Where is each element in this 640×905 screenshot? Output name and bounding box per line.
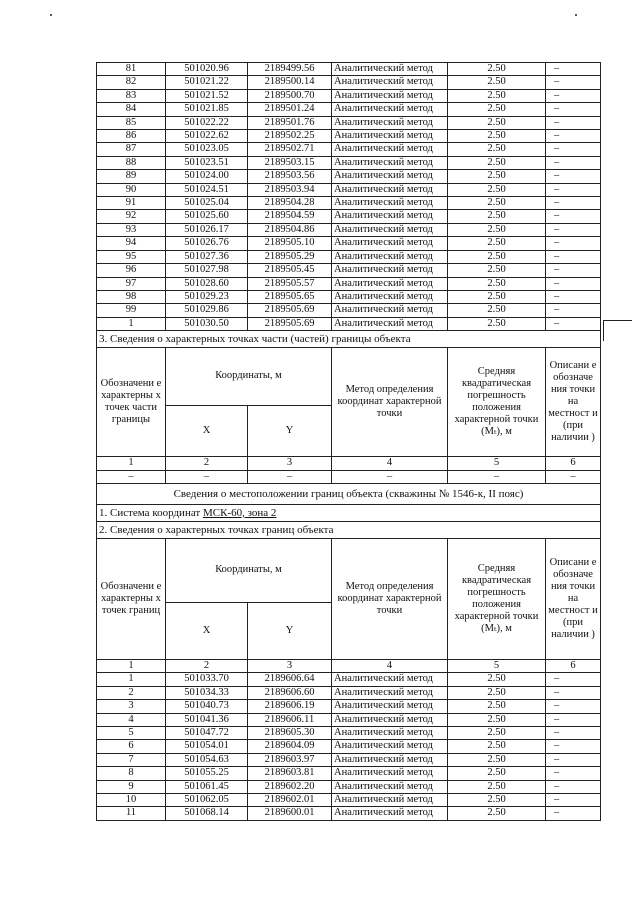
header-designation: Обозначени е характерны х точек границ <box>97 538 166 659</box>
table-cell: 501040.73 <box>166 700 248 713</box>
table-cell: 2.50 <box>448 197 546 210</box>
table-cell: 2189499.56 <box>248 63 332 76</box>
table-cell: 9 <box>97 780 166 793</box>
table-cell: – <box>546 250 601 263</box>
table-cell: 501025.04 <box>166 197 248 210</box>
col-num: 6 <box>546 659 601 672</box>
table-cell: 2.50 <box>448 780 546 793</box>
table-cell: Аналитический метод <box>332 116 448 129</box>
table-cell: – <box>546 686 601 699</box>
header-coords: Координаты, м <box>166 538 332 602</box>
table-cell: – <box>546 264 601 277</box>
section3-title: 3. Сведения о характерных точках части (частей) границы объекта <box>97 331 601 348</box>
table-row <box>97 304 601 317</box>
table-row <box>97 780 601 793</box>
table-cell: 501029.23 <box>166 290 248 303</box>
table-cell: 2189606.19 <box>248 700 332 713</box>
table-cell: 84 <box>97 103 166 116</box>
header-error: Средняя квадратическая погрешность положения характерной точки (Mₜ), м <box>448 538 546 659</box>
table-cell: – <box>546 794 601 807</box>
table-cell: – <box>546 277 601 290</box>
coord-system-row <box>97 504 601 521</box>
table-cell: Аналитический метод <box>332 103 448 116</box>
table-cell: 2189605.30 <box>248 726 332 739</box>
table-cell: 2189500.70 <box>248 89 332 102</box>
table-cell: Аналитический метод <box>332 89 448 102</box>
table-cell: 501021.22 <box>166 76 248 89</box>
table-cell: – <box>546 713 601 726</box>
table-cell: Аналитический метод <box>332 223 448 236</box>
table-cell: – <box>546 156 601 169</box>
table-cell: – <box>546 290 601 303</box>
table-cell: 2.50 <box>448 183 546 196</box>
coord-system-label: 1. Система координат <box>99 506 203 519</box>
table-cell: – <box>546 89 601 102</box>
table-cell: 2.50 <box>448 143 546 156</box>
table-cell: 86 <box>97 130 166 143</box>
table-row <box>97 89 601 102</box>
table-cell: Аналитический метод <box>332 197 448 210</box>
table-cell: 2189603.81 <box>248 767 332 780</box>
table-cell: 2189501.76 <box>248 116 332 129</box>
table-cell: 2189606.64 <box>248 673 332 686</box>
table-cell: 2189503.15 <box>248 156 332 169</box>
table-cell: 501024.00 <box>166 170 248 183</box>
table-cell: 96 <box>97 264 166 277</box>
table-cell: Аналитический метод <box>332 250 448 263</box>
table-row <box>97 223 601 236</box>
table-cell: 2189505.65 <box>248 290 332 303</box>
table-cell: – <box>546 223 601 236</box>
table-cell: 501024.51 <box>166 183 248 196</box>
table-cell: 501062.05 <box>166 794 248 807</box>
table-cell: 3 <box>97 700 166 713</box>
table-cell: 501027.36 <box>166 250 248 263</box>
table-cell: 10 <box>97 794 166 807</box>
table-cell: 2189505.45 <box>248 264 332 277</box>
table-cell: Аналитический метод <box>332 304 448 317</box>
section2-header-row <box>97 538 601 602</box>
section2-num-row <box>97 659 601 672</box>
table-cell: Аналитический метод <box>332 794 448 807</box>
table-row <box>97 264 601 277</box>
table-cell: 501061.45 <box>166 780 248 793</box>
table-cell: 501054.63 <box>166 753 248 766</box>
table-cell: 2.50 <box>448 290 546 303</box>
col-num: 5 <box>448 659 546 672</box>
table-cell: 1 <box>97 673 166 686</box>
empty-cell: – <box>546 470 601 483</box>
table-cell: Аналитический метод <box>332 264 448 277</box>
table-cell: 97 <box>97 277 166 290</box>
table-cell: 501020.96 <box>166 63 248 76</box>
table-row <box>97 740 601 753</box>
col-num: 5 <box>448 457 546 470</box>
table-cell: 2.50 <box>448 700 546 713</box>
table-cell: 95 <box>97 250 166 263</box>
table-cell: 1 <box>97 317 166 330</box>
table-cell: 2.50 <box>448 103 546 116</box>
table-cell: 501047.72 <box>166 726 248 739</box>
table-cell: Аналитический метод <box>332 76 448 89</box>
table-cell: Аналитический метод <box>332 753 448 766</box>
table-cell: 2.50 <box>448 116 546 129</box>
empty-cell: – <box>97 470 166 483</box>
table-cell: Аналитический метод <box>332 807 448 820</box>
table-cell: 82 <box>97 76 166 89</box>
coord-system <box>97 504 601 521</box>
table-cell: – <box>546 807 601 820</box>
table-cell: 2189606.60 <box>248 686 332 699</box>
table-cell: 88 <box>97 156 166 169</box>
header-description: Описани е обозначе ния точки на местност и (при наличии ) <box>546 538 601 659</box>
table1-body <box>97 63 601 331</box>
table-cell: Аналитический метод <box>332 713 448 726</box>
table-row <box>97 317 601 330</box>
table-row <box>97 63 601 76</box>
table-cell: – <box>546 753 601 766</box>
empty-cell: – <box>166 470 248 483</box>
table-cell: 2189502.71 <box>248 143 332 156</box>
table-cell: Аналитический метод <box>332 317 448 330</box>
table-cell: 501023.05 <box>166 143 248 156</box>
col-num: 2 <box>166 457 248 470</box>
table-cell: – <box>546 103 601 116</box>
table-cell: 92 <box>97 210 166 223</box>
table-cell: Аналитический метод <box>332 290 448 303</box>
table-row <box>97 753 601 766</box>
table-cell: 2.50 <box>448 223 546 236</box>
table-cell: 2.50 <box>448 767 546 780</box>
table-cell: 501029.86 <box>166 304 248 317</box>
scan-speck <box>50 14 52 16</box>
table-cell: Аналитический метод <box>332 156 448 169</box>
col-num: 6 <box>546 457 601 470</box>
table-cell: 2189606.11 <box>248 713 332 726</box>
table-cell: 2.50 <box>448 89 546 102</box>
section3-title-row <box>97 331 601 348</box>
table-cell: Аналитический метод <box>332 767 448 780</box>
table-cell: – <box>546 726 601 739</box>
col-num: 3 <box>248 457 332 470</box>
table-cell: 89 <box>97 170 166 183</box>
table-row <box>97 277 601 290</box>
table-cell: – <box>546 170 601 183</box>
table-cell: – <box>546 317 601 330</box>
header-method: Метод определения координат характерной точки <box>332 538 448 659</box>
table-cell: 85 <box>97 116 166 129</box>
header-designation: Обозначени е характерны х точек части границы <box>97 348 166 457</box>
section2-title: 2. Сведения о характерных точках границ объекта <box>97 521 601 538</box>
table-cell: 501033.70 <box>166 673 248 686</box>
table-cell: 501023.51 <box>166 156 248 169</box>
table-cell: 2.50 <box>448 740 546 753</box>
table-row <box>97 673 601 686</box>
table-cell: 501022.22 <box>166 116 248 129</box>
table-cell: – <box>546 143 601 156</box>
header-error: Средняя квадратическая погрешность положения характерной точки (Mₜ), м <box>448 348 546 457</box>
table-cell: 2.50 <box>448 250 546 263</box>
table-cell: 81 <box>97 63 166 76</box>
table-cell: 91 <box>97 197 166 210</box>
document-page <box>96 62 600 821</box>
table-cell: 87 <box>97 143 166 156</box>
table-cell: Аналитический метод <box>332 237 448 250</box>
table-row <box>97 103 601 116</box>
table-cell: – <box>546 780 601 793</box>
table-row <box>97 290 601 303</box>
table-cell: – <box>546 130 601 143</box>
col-num: 1 <box>97 457 166 470</box>
table-cell: 2189604.09 <box>248 740 332 753</box>
table-row <box>97 794 601 807</box>
table-cell: – <box>546 237 601 250</box>
scan-speck <box>575 14 577 16</box>
table-cell: 2.50 <box>448 264 546 277</box>
table-cell: – <box>546 197 601 210</box>
table-cell: 2189602.20 <box>248 780 332 793</box>
empty-cell: – <box>448 470 546 483</box>
table-cell: 2189505.69 <box>248 317 332 330</box>
table-cell: 501041.36 <box>166 713 248 726</box>
table-cell: – <box>546 673 601 686</box>
table-cell: Аналитический метод <box>332 673 448 686</box>
table-cell: 2189503.56 <box>248 170 332 183</box>
table-cell: 2 <box>97 686 166 699</box>
header-x: X <box>166 602 248 659</box>
table-cell: 501034.33 <box>166 686 248 699</box>
table-row <box>97 197 601 210</box>
table-cell: 2189501.24 <box>248 103 332 116</box>
table-row <box>97 250 601 263</box>
table-cell: 5 <box>97 726 166 739</box>
table-cell: 2.50 <box>448 130 546 143</box>
table-cell: 501027.98 <box>166 264 248 277</box>
table-row <box>97 713 601 726</box>
table-cell: Аналитический метод <box>332 210 448 223</box>
location-title: Сведения о местоположении границ объекта (скважины № 1546-к, II пояс) <box>97 483 601 504</box>
table-row <box>97 130 601 143</box>
table-row <box>97 76 601 89</box>
table-row <box>97 726 601 739</box>
table-cell: 6 <box>97 740 166 753</box>
table-cell: 2189505.57 <box>248 277 332 290</box>
table-row <box>97 767 601 780</box>
coord-system-value: МСК-60, зона 2 <box>202 506 277 519</box>
table-row <box>97 156 601 169</box>
table-cell: 2.50 <box>448 277 546 290</box>
table-row <box>97 700 601 713</box>
table-cell: 2.50 <box>448 686 546 699</box>
header-method: Метод определения координат характерной точки <box>332 348 448 457</box>
location-title-row <box>97 483 601 504</box>
table-cell: 501022.62 <box>166 130 248 143</box>
header-y: Y <box>248 405 332 456</box>
table-cell: 501021.85 <box>166 103 248 116</box>
table-cell: 2.50 <box>448 304 546 317</box>
table-cell: 2189503.94 <box>248 183 332 196</box>
table-cell: 94 <box>97 237 166 250</box>
table-cell: 83 <box>97 89 166 102</box>
table-cell: 2.50 <box>448 170 546 183</box>
table-cell: – <box>546 183 601 196</box>
table-cell: 93 <box>97 223 166 236</box>
table-cell: 11 <box>97 807 166 820</box>
table-cell: 2189505.29 <box>248 250 332 263</box>
table-cell: Аналитический метод <box>332 170 448 183</box>
table-cell: – <box>546 116 601 129</box>
table-cell: 501068.14 <box>166 807 248 820</box>
table-cell: 2.50 <box>448 156 546 169</box>
table2-body <box>97 673 601 820</box>
table-cell: 2.50 <box>448 210 546 223</box>
table-cell: 2.50 <box>448 794 546 807</box>
table-cell: 501055.25 <box>166 767 248 780</box>
table-cell: 2.50 <box>448 317 546 330</box>
table-cell: 501028.60 <box>166 277 248 290</box>
table-cell: 2189500.14 <box>248 76 332 89</box>
table-cell: 8 <box>97 767 166 780</box>
table-row <box>97 170 601 183</box>
table-cell: Аналитический метод <box>332 130 448 143</box>
section3-header-row <box>97 348 601 406</box>
table-cell: Аналитический метод <box>332 780 448 793</box>
table-cell: – <box>546 210 601 223</box>
table-cell: 4 <box>97 713 166 726</box>
section3-num-row <box>97 457 601 470</box>
table-cell: 2189504.86 <box>248 223 332 236</box>
coordinates-table <box>96 62 601 821</box>
header-coords: Координаты, м <box>166 348 332 406</box>
section2-title-row <box>97 521 601 538</box>
col-num: 1 <box>97 659 166 672</box>
table-cell: 501021.52 <box>166 89 248 102</box>
table-cell: Аналитический метод <box>332 700 448 713</box>
table-cell: 2189505.69 <box>248 304 332 317</box>
table-cell: 2.50 <box>448 237 546 250</box>
empty-cell: – <box>248 470 332 483</box>
table-cell: 2189504.59 <box>248 210 332 223</box>
table-cell: 2.50 <box>448 713 546 726</box>
table-cell: 98 <box>97 290 166 303</box>
table-cell: 2189502.25 <box>248 130 332 143</box>
table-cell: 7 <box>97 753 166 766</box>
table-cell: – <box>546 63 601 76</box>
table-cell: Аналитический метод <box>332 183 448 196</box>
table-cell: 2189600.01 <box>248 807 332 820</box>
table-row <box>97 143 601 156</box>
table-cell: Аналитический метод <box>332 143 448 156</box>
table-row <box>97 116 601 129</box>
table-cell: Аналитический метод <box>332 740 448 753</box>
table-cell: Аналитический метод <box>332 63 448 76</box>
table-cell: Аналитический метод <box>332 726 448 739</box>
table-cell: – <box>546 767 601 780</box>
table-cell: – <box>546 740 601 753</box>
table-cell: 2.50 <box>448 673 546 686</box>
table-row <box>97 807 601 820</box>
col-num: 4 <box>332 659 448 672</box>
table-row <box>97 183 601 196</box>
margin-mark <box>603 320 632 341</box>
table-cell: 501026.76 <box>166 237 248 250</box>
table-cell: 2.50 <box>448 76 546 89</box>
table-row <box>97 686 601 699</box>
table-cell: Аналитический метод <box>332 277 448 290</box>
col-num: 2 <box>166 659 248 672</box>
table-cell: 99 <box>97 304 166 317</box>
table-cell: 2189602.01 <box>248 794 332 807</box>
header-y: Y <box>248 602 332 659</box>
table-cell: 90 <box>97 183 166 196</box>
table-cell: 2.50 <box>448 726 546 739</box>
col-num: 4 <box>332 457 448 470</box>
table-cell: 501025.60 <box>166 210 248 223</box>
table-cell: 2189504.28 <box>248 197 332 210</box>
table-cell: 2.50 <box>448 753 546 766</box>
table-cell: 2.50 <box>448 807 546 820</box>
section3-empty-row <box>97 470 601 483</box>
table-cell: 2189603.97 <box>248 753 332 766</box>
table-cell: 501054.01 <box>166 740 248 753</box>
table-cell: 501030.50 <box>166 317 248 330</box>
empty-cell: – <box>332 470 448 483</box>
table-cell: Аналитический метод <box>332 686 448 699</box>
header-description: Описани е обозначе ния точки на местност и (при наличии ) <box>546 348 601 457</box>
table-cell: 2189505.10 <box>248 237 332 250</box>
col-num: 3 <box>248 659 332 672</box>
header-x: X <box>166 405 248 456</box>
table-cell: – <box>546 700 601 713</box>
table-cell: 501026.17 <box>166 223 248 236</box>
table-cell: – <box>546 304 601 317</box>
table-cell: – <box>546 76 601 89</box>
table-cell: 2.50 <box>448 63 546 76</box>
table-row <box>97 210 601 223</box>
table-row <box>97 237 601 250</box>
